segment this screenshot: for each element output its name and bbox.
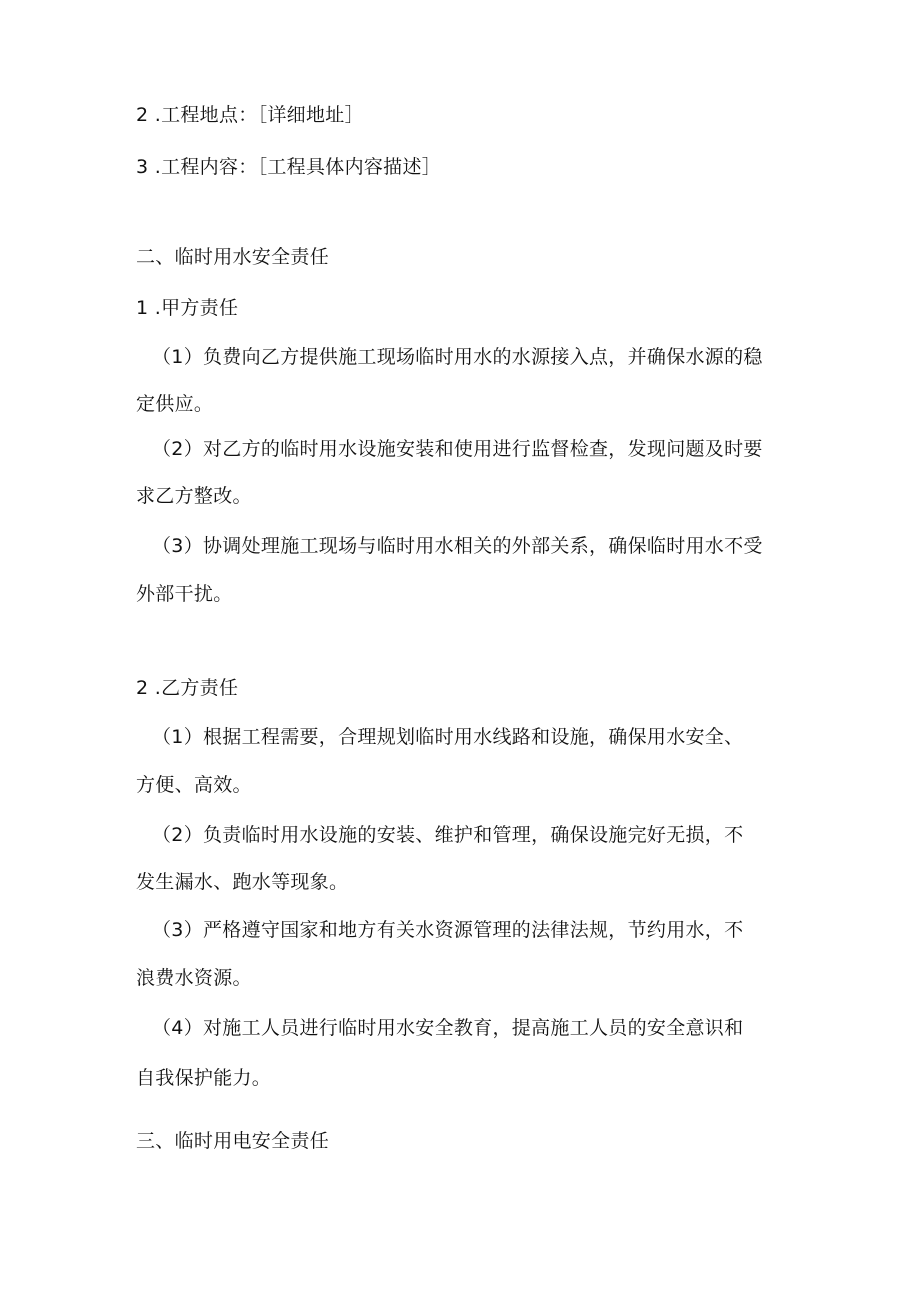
party-b-item-4-line-1: （4）对施工人员进行临时用水安全教育，提高施工人员的安全意识和 [152, 1017, 744, 1039]
section-heading-water-safety: 二、临时用水安全责任 [136, 246, 330, 268]
party-b-heading: 2 .乙方责任 [136, 677, 239, 699]
project-location-line: 2 .工程地点：［详细地址］ [136, 104, 364, 126]
party-a-item-1-line-1: （1）负费向乙方提供施工现场临时用水的水源接入点，并确保水源的稳 [152, 346, 763, 368]
party-a-heading: 1 .甲方责任 [136, 297, 239, 319]
party-a-item-3-line-2: 外部干扰。 [136, 583, 233, 605]
party-a-item-2-line-1: （2）对乙方的临时用水设施安装和使用进行监督检查，发现问题及时要 [152, 438, 763, 460]
party-a-item-3-line-1: （3）协调处理施工现场与临时用水相关的外部关系，确保临时用水不受 [152, 535, 763, 557]
party-b-item-3-line-1: （3）严格遵守国家和地方有关水资源管理的法律法规，节约用水，不 [152, 919, 744, 941]
party-b-item-2-line-2: 发生漏水、跑水等现象。 [136, 871, 349, 893]
party-a-item-2-line-2: 求乙方整改。 [136, 485, 252, 507]
party-b-item-1-line-2: 方便、高效。 [136, 774, 252, 796]
party-b-item-1-line-1: （1）根据工程需要，合理规划临时用水线路和设施，确保用水安全、 [152, 726, 744, 748]
project-content-line: 3 .工程内容：［工程具体内容描述］ [136, 156, 442, 178]
party-b-item-3-line-2: 浪费水资源。 [136, 967, 252, 989]
party-b-item-2-line-1: （2）负责临时用水设施的安装、维护和管理，确保设施完好无损，不 [152, 824, 744, 846]
section-heading-electricity-safety: 三、临时用电安全责任 [136, 1130, 330, 1152]
party-b-item-4-line-2: 自我保护能力。 [136, 1067, 272, 1089]
party-a-item-1-line-2: 定供应。 [136, 393, 214, 415]
